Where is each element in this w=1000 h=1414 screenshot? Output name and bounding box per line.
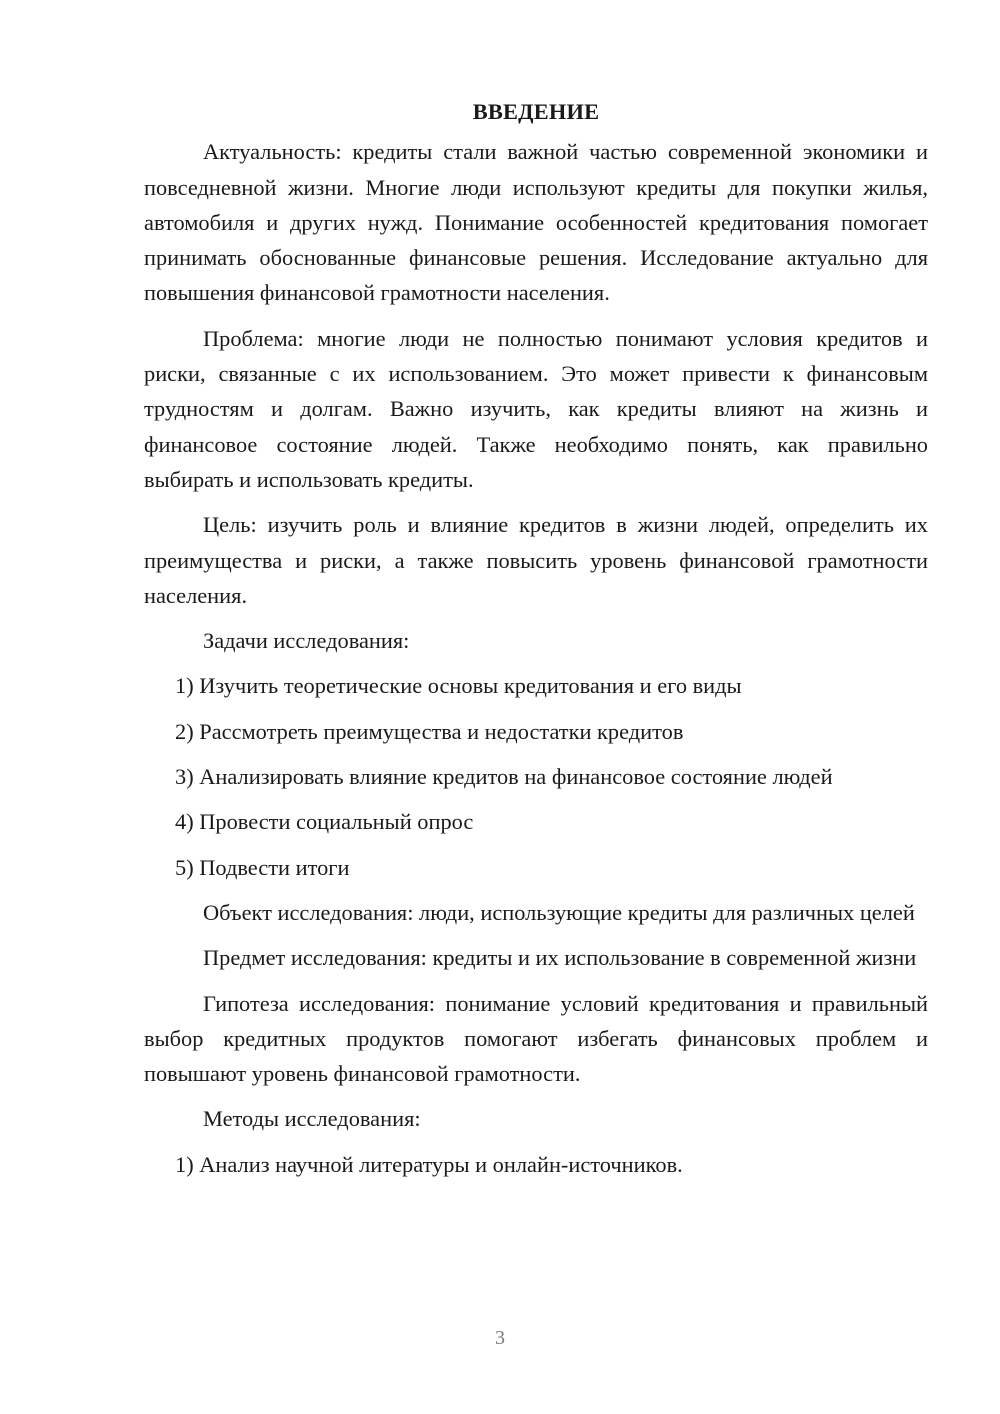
method-item-1: 1) Анализ научной литературы и онлайн-источников.	[175, 1151, 683, 1177]
tasks-heading: Задачи исследования:	[203, 628, 410, 654]
goal-paragraph: Цель: изучить роль и влияние кредитов в жизни людей, определить их преимущества и риски, а также повысить уровень финансовой грамотности населения.	[144, 512, 928, 608]
section-title: ВВЕДЕНИЕ	[472, 99, 600, 124]
document-page	[144, 94, 928, 1192]
task-item-3: 3) Анализировать влияние кредитов на финансовое состояние людей	[175, 764, 833, 790]
task-item-5: 5) Подвести итоги	[175, 854, 350, 880]
relevance-paragraph: Актуальность: кредиты стали важной частью современной экономики и повседневной жизни. Многие люди используют кредиты для покупки жилья, автомобиля и других нужд. Понимание особенностей кредитования помогает принимать обоснованные финансовые решения. Исследование актуально для повышения финансовой грамотности населения.	[144, 139, 928, 306]
methods-heading: Методы исследования:	[203, 1106, 421, 1132]
page-number: 3	[495, 1327, 505, 1349]
task-item-1: 1) Изучить теоретические основы кредитования и его виды	[175, 673, 742, 699]
task-item-2: 2) Рассмотреть преимущества и недостатки кредитов	[175, 718, 684, 744]
hypothesis-paragraph: Гипотеза исследования: понимание условий кредитования и правильный выбор кредитных продуктов помогают избегать финансовых проблем и повышают уровень финансовой грамотности.	[144, 990, 928, 1087]
task-item-4: 4) Провести социальный опрос	[175, 809, 474, 835]
subject-paragraph: Предмет исследования: кредиты и их использование в современной жизни	[203, 945, 917, 971]
problem-paragraph: Проблема: многие люди не полностью понимают условия кредитов и риски, связанные с их использованием. Это может привести к финансовым трудностям и долгам. Важно изучить, как кредиты влияют на жизнь и финансовое состояние людей. Также необходимо понять, как правильно выбирать и использовать кредиты.	[144, 325, 928, 492]
object-paragraph: Объект исследования: люди, использующие кредиты для различных целей	[203, 899, 915, 925]
